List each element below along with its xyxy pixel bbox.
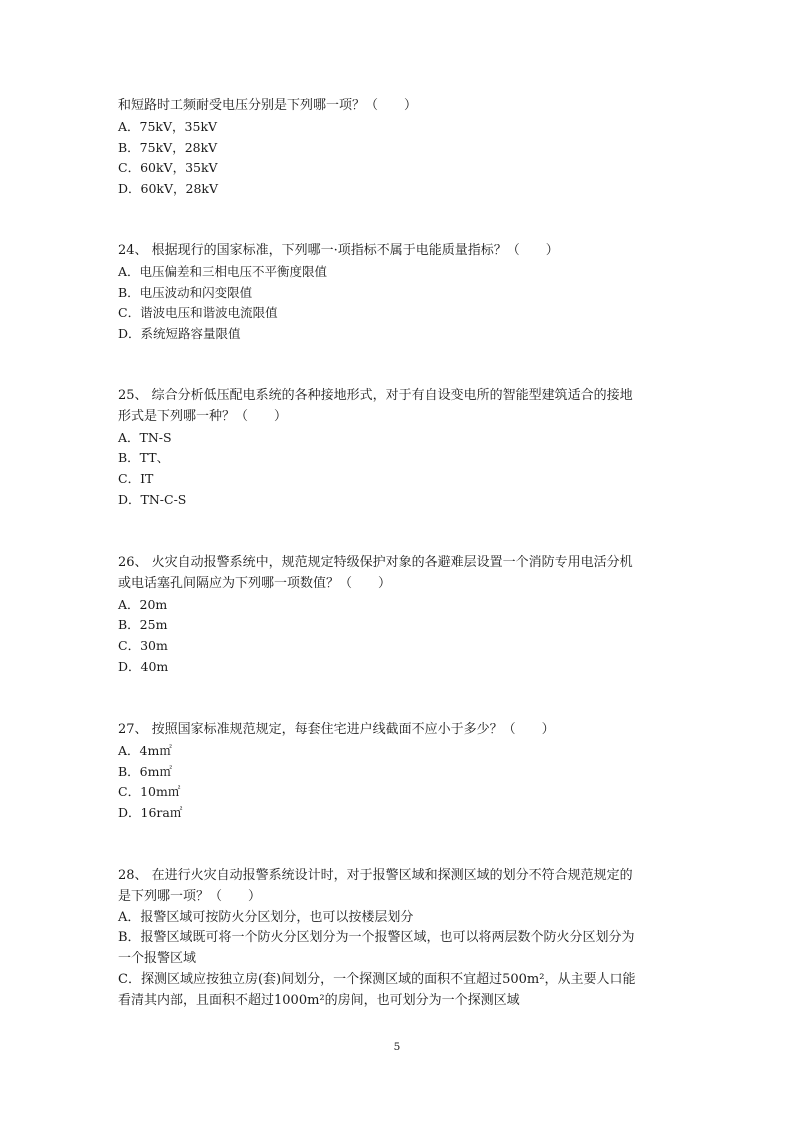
option-c: C．60kV，35kV — [118, 160, 218, 176]
question-stem-line: 形式是下列哪一种？（ ） — [118, 408, 288, 424]
option-d: D．40m — [118, 658, 169, 674]
option-a: A．电压偏差和三相电压不平衡度限值 — [118, 263, 328, 279]
question-stem-line: 和短路时工频耐受电压分别是下列哪一项？（ ） — [118, 98, 418, 113]
page-number: 5 — [393, 1041, 401, 1053]
option-b: B．电压波动和闪变限值 — [118, 284, 253, 300]
question-23 — [118, 96, 688, 200]
option-c: C．IT — [118, 471, 154, 487]
option-a: A．4m㎡ — [118, 742, 172, 758]
option-b: B．75kV，28kV — [118, 139, 218, 155]
option-c: C．探测区域应按独立房(套)间划分，一个探测区域的面积不宜超过500m²，从主要人口能 — [118, 971, 636, 987]
option-c-continued: 看清其内部，且面积不超过1000m²的房间，也可划分为一个探测区域 — [118, 992, 520, 1008]
question-26 — [118, 553, 688, 678]
option-b: B．6m㎡ — [118, 763, 172, 779]
question-stem-line: 26、 火灾自动报警系统中，规范规定特级保护对象的各避难层设置一个消防专用电活分机 — [118, 555, 633, 570]
option-b: B．25m — [118, 617, 168, 633]
question-stem-line: 25、 综合分析低压配电系统的各种接地形式，对于有自设变电所的智能型建筑适合的接地 — [118, 388, 633, 403]
option-d: D．TN-C-S — [118, 491, 187, 507]
option-d: D．60kV，28kV — [118, 181, 219, 197]
question-24 — [118, 241, 688, 345]
option-a: A．20m — [118, 596, 168, 612]
option-c: C．30m — [118, 638, 168, 654]
option-a: A．75kV，35kV — [118, 118, 218, 134]
option-d: D．系统短路容量限值 — [118, 326, 241, 342]
question-stem-line: 或电话塞孔间隔应为下列哪一项数值？（ ） — [118, 575, 392, 591]
option-b: B．报警区域既可将一个防火分区划分为一个报警区域，也可以将两层数个防火分区划分为 — [118, 930, 635, 946]
option-b: B．TT、 — [118, 450, 170, 466]
question-27 — [118, 720, 688, 824]
question-stem-line: 是下列哪一项？（ ） — [118, 888, 262, 904]
question-stem-line: 28、 在进行火灾自动报警系统设计时，对于报警区域和探测区域的划分不符合规范规定的 — [118, 868, 633, 883]
question-28 — [118, 866, 688, 1012]
option-c: C．10m㎡ — [118, 784, 181, 800]
option-d: D．16ra㎡ — [118, 805, 183, 821]
option-b-continued: 一个报警区域 — [118, 951, 197, 967]
option-a: A．报警区域可按防火分区划分，也可以按楼层划分 — [118, 909, 414, 925]
question-stem-line: 27、 按照国家标准规范规定，每套住宅进户线截面不应小于多少？（ ） — [118, 722, 555, 737]
option-c: C．谐波电压和谐波电流限值 — [118, 305, 278, 321]
question-stem-line: 24、 根据现行的国家标准，下列哪一·项指标不属于电能质量指标？（ ） — [118, 243, 559, 258]
option-a: A．TN-S — [118, 429, 172, 445]
question-25 — [118, 386, 688, 511]
